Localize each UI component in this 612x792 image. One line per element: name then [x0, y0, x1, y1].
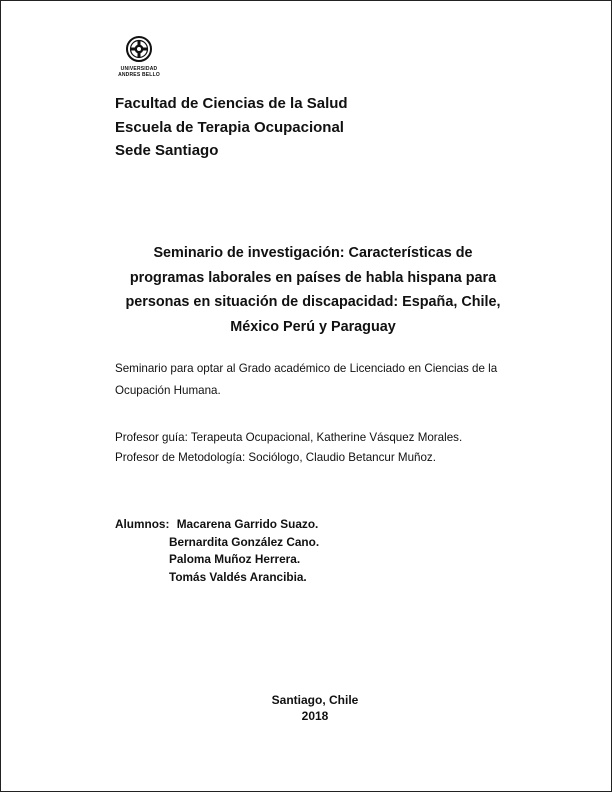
university-logo — [109, 35, 169, 79]
student-row — [115, 516, 319, 534]
year: 2018 — [301, 709, 329, 723]
student-name: Bernardita González Cano. — [169, 534, 320, 549]
students-label: Alumnos: — [115, 517, 170, 531]
degree-statement: Seminario para optar al Grado académico de Licenciado en Ciencias de la Ocupación Humana. — [115, 362, 498, 397]
thesis-title: Seminario de investigación: Características de programas laborales en países de habla hispana para personas en situación de discapacidad: España, Chile, México Perú y Paraguay — [125, 245, 501, 335]
student-name: Tomás Valdés Arancibia. — [169, 569, 307, 584]
student-name: Macarena Garrido Suazo. — [176, 517, 319, 531]
university-logo-text: UNIVERSIDAD ANDRES BELLO — [118, 66, 160, 78]
institution-header — [115, 92, 348, 163]
university-seal-icon — [109, 35, 169, 65]
students-block — [115, 516, 319, 586]
advisors-block — [115, 428, 462, 468]
student-name: Paloma Muñoz Herrera. — [169, 552, 301, 566]
footer-block — [115, 692, 515, 724]
campus-name: Sede Santiago — [115, 142, 219, 159]
guide-professor: Profesor guía: Terapeuta Ocupacional, Katherine Vásquez Morales. — [115, 431, 463, 444]
city: Santiago, Chile — [271, 693, 359, 707]
faculty-name: Facultad de Ciencias de la Salud — [115, 95, 348, 112]
school-name: Escuela de Terapia Ocupacional — [115, 118, 344, 136]
methodology-professor: Profesor de Metodología: Sociólogo, Claudio Betancur Muñoz. — [115, 451, 436, 464]
